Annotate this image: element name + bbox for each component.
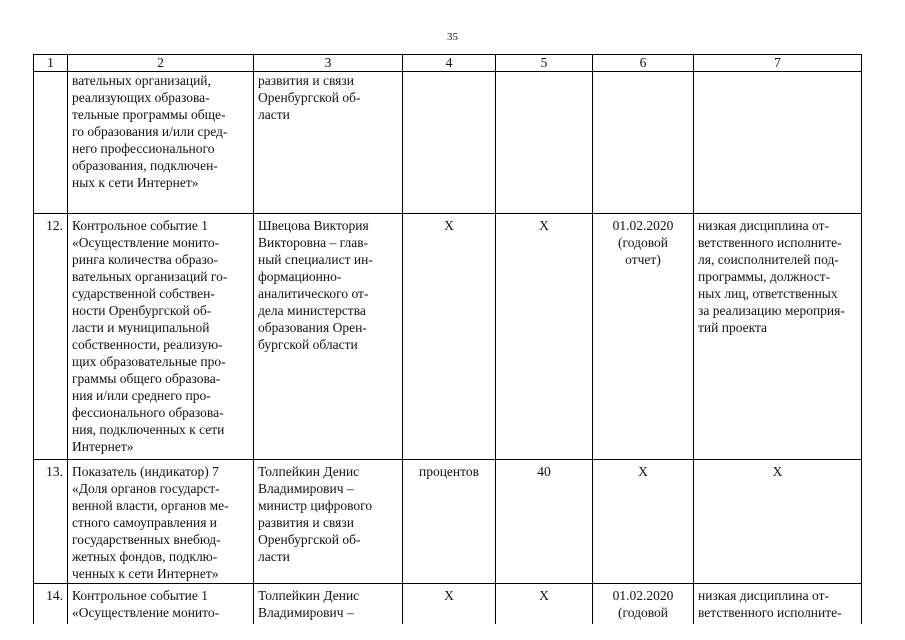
row-responsible: Толпейкин Денис Владимирович –	[254, 584, 403, 624]
row-description: Показатель (индикатор) 7 «Доля органов государст- венной власти, органов ме- стного самоуправления и государственных внебюд- жетных фондов, подклю- ченных к сети Интернет»	[68, 460, 254, 584]
row-risk: низкая дисциплина от- ветственного исполните- ля, соисполнителей под- программы, должност- ных лиц, ответственных за реализацию мероприя- тий проекта	[694, 214, 862, 460]
row-number: 12.	[34, 214, 68, 460]
row-responsible: развития и связи Оренбургской об- ласти	[254, 72, 403, 214]
column-header: 1	[34, 55, 68, 72]
row-unit	[403, 72, 496, 214]
column-header: 2	[68, 55, 254, 72]
row-date	[593, 72, 694, 214]
row-value: 40	[496, 460, 593, 584]
row-value: Х	[496, 584, 593, 624]
row-description: Контрольное событие 1 «Осуществление монито- ринга количества образо- вательных организаций го- сударственной собствен- ности Оренбургской об- ласти и муниципальной собственности, реализую- щих образовательные про- граммы общего образова- ния и/или среднего про- фессионального образова- ния, подключенных к сети Интернет»	[68, 214, 254, 460]
column-header: 7	[694, 55, 862, 72]
column-header: 3	[254, 55, 403, 72]
table-row	[34, 214, 862, 460]
row-number	[34, 72, 68, 214]
row-unit: Х	[403, 214, 496, 460]
row-description: Контрольное событие 1 «Осуществление монито-	[68, 584, 254, 624]
column-header: 4	[403, 55, 496, 72]
row-responsible: Толпейкин Денис Владимирович – министр цифрового развития и связи Оренбургской об- ласти	[254, 460, 403, 584]
row-risk: низкая дисциплина от- ветственного исполните-	[694, 584, 862, 624]
row-number: 13.	[34, 460, 68, 584]
row-date: Х	[593, 460, 694, 584]
table-row	[34, 72, 862, 214]
plan-table	[33, 54, 862, 624]
table-header-row	[34, 55, 862, 72]
row-description: вательных организаций, реализующих образова- тельные программы обще- го образования и/или сред- него профессионального образования, подключен- ных к сети Интернет»	[68, 72, 254, 214]
row-risk	[694, 72, 862, 214]
table-row	[34, 460, 862, 584]
column-header: 5	[496, 55, 593, 72]
table-row	[34, 584, 862, 624]
row-number: 14.	[34, 584, 68, 624]
row-value	[496, 72, 593, 214]
row-unit: процентов	[403, 460, 496, 584]
row-unit: Х	[403, 584, 496, 624]
row-date: 01.02.2020 (годовой отчет)	[593, 214, 694, 460]
column-header: 6	[593, 55, 694, 72]
row-value: Х	[496, 214, 593, 460]
row-responsible: Швецова Виктория Викторовна – глав- ный специалист ин- формационно- аналитического от- дела министерства образования Орен- бургской области	[254, 214, 403, 460]
row-date: 01.02.2020 (годовой	[593, 584, 694, 624]
page-number: 35	[447, 31, 458, 43]
row-risk: Х	[694, 460, 862, 584]
